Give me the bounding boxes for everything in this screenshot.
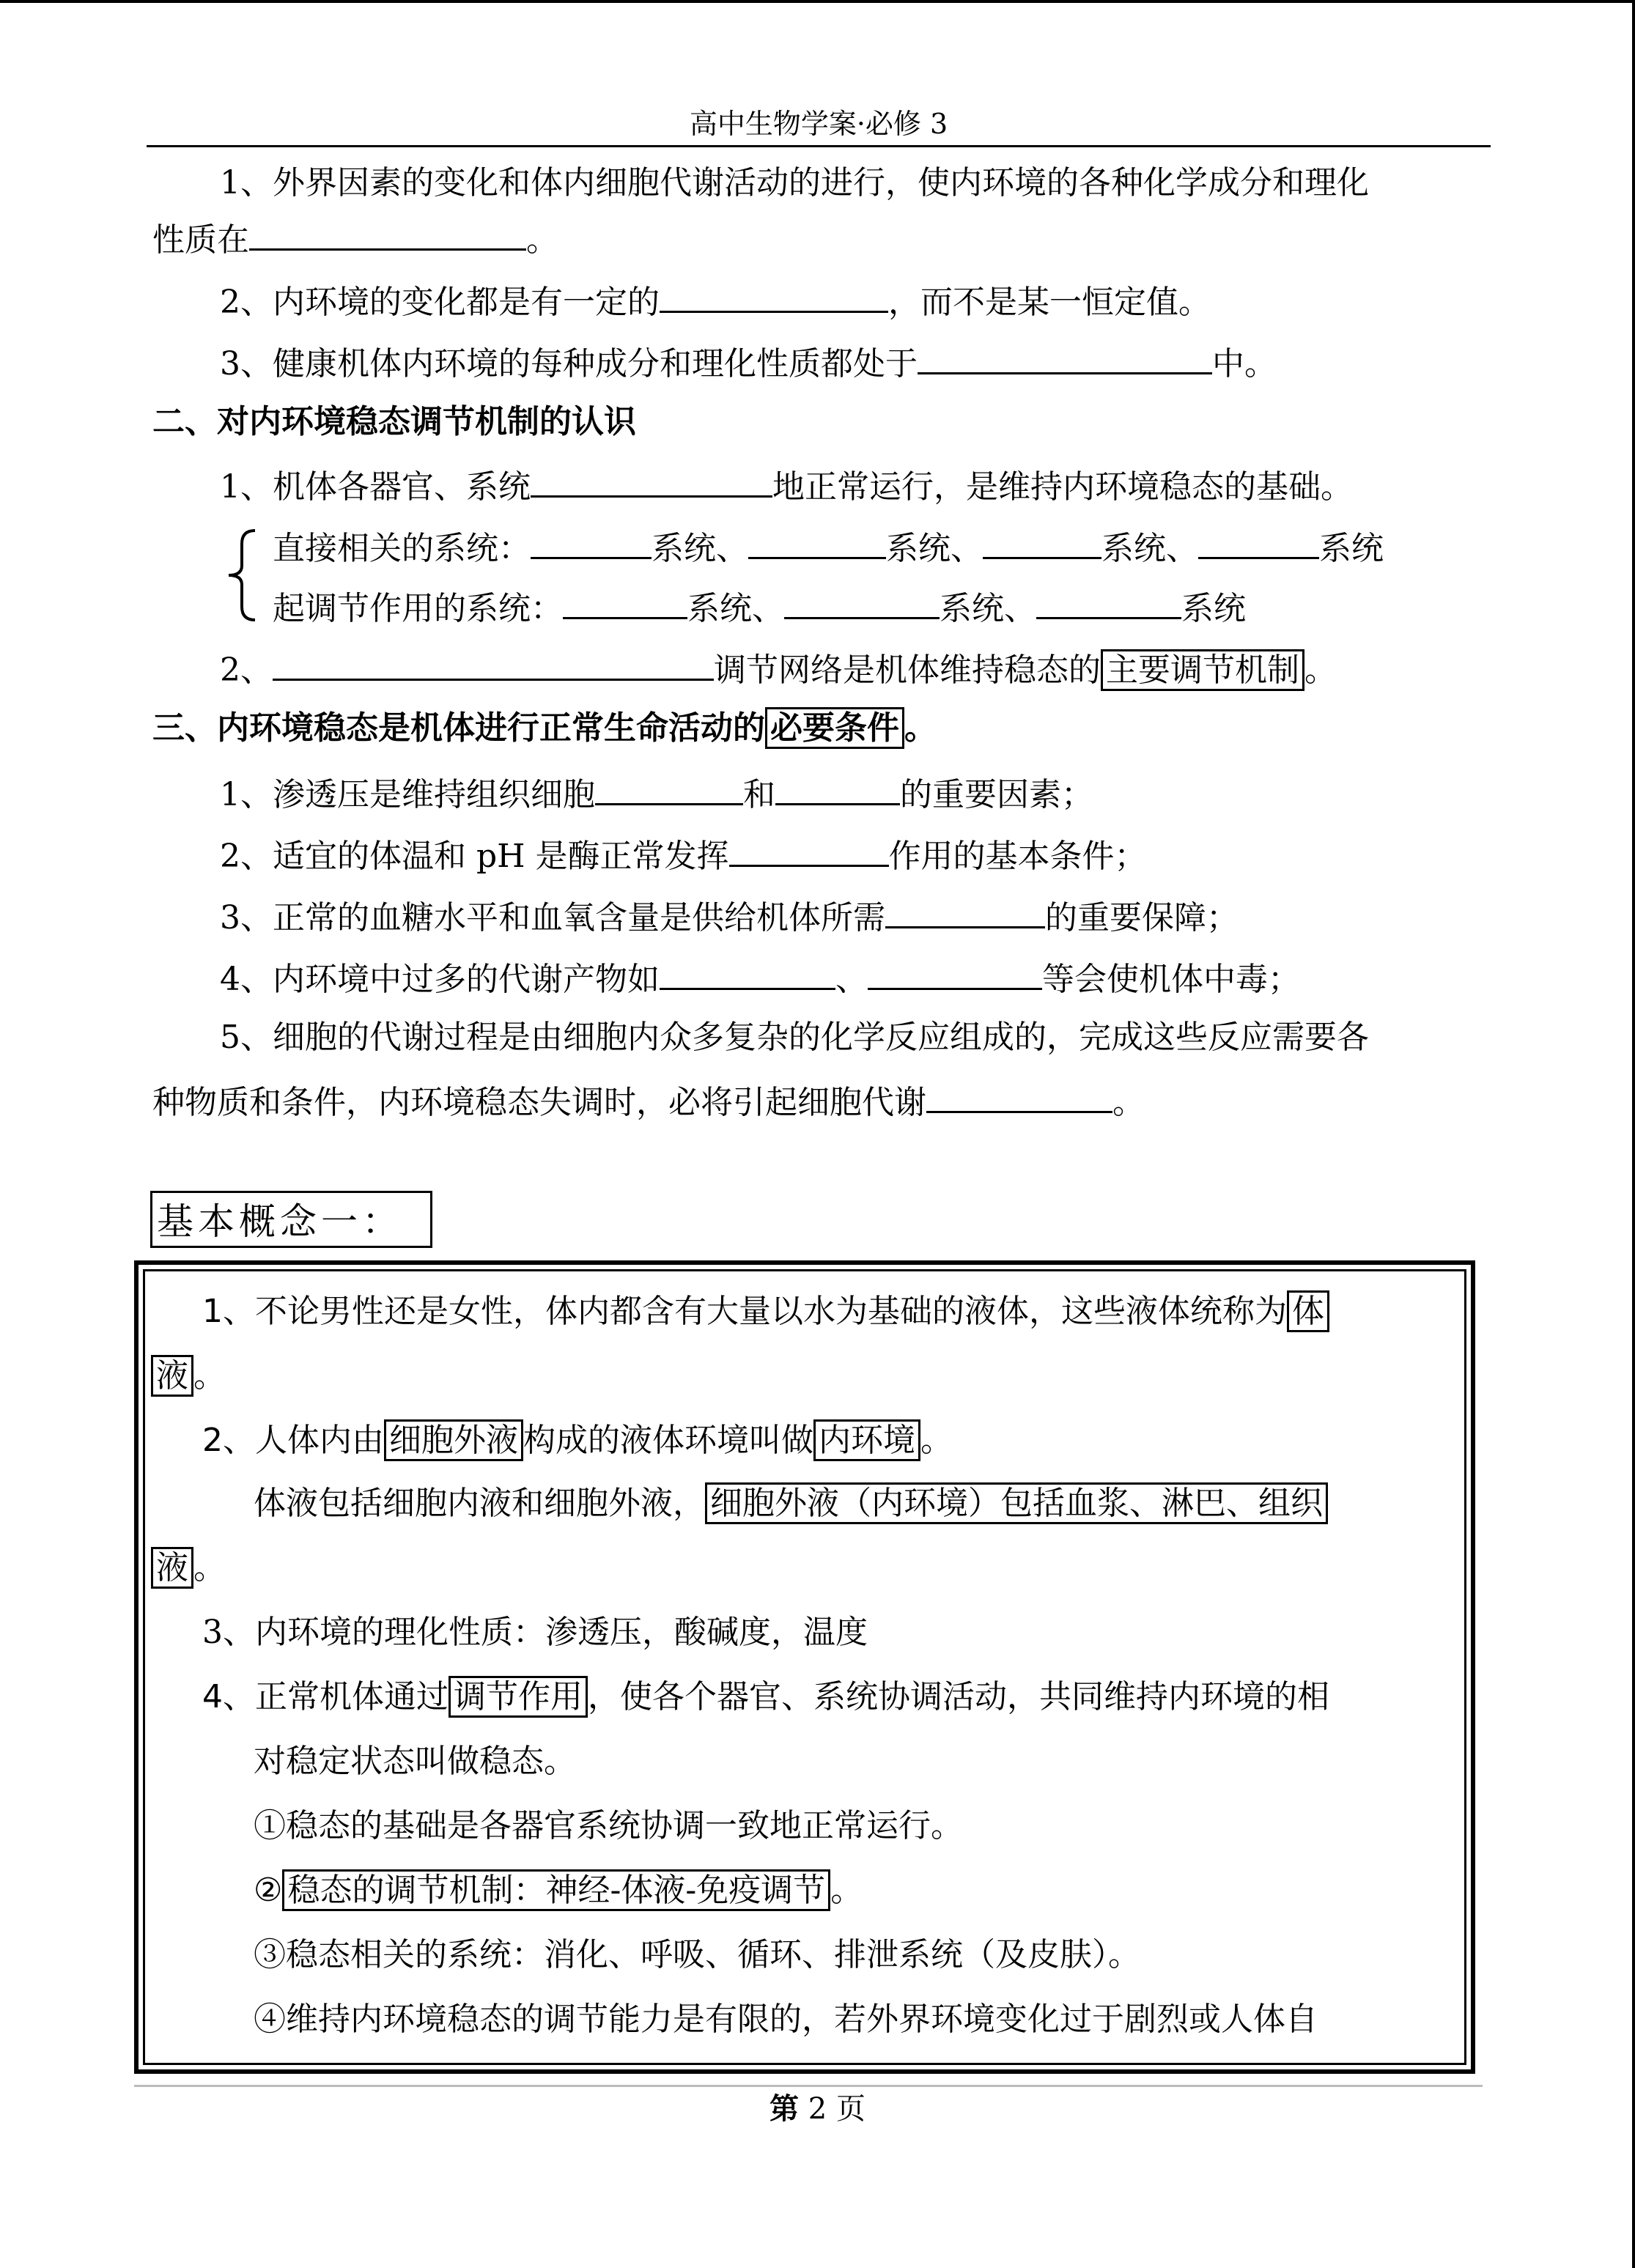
concept-p1-post: 。 <box>193 1357 226 1395</box>
concept-s2-post: 。 <box>830 1872 863 1909</box>
regulate-systems-label: 起调节作用的系统： <box>273 590 563 627</box>
s3-item4-line <box>220 954 1300 1002</box>
s1-item2-pre: 2、内环境的变化都是有一定的 <box>220 284 660 321</box>
fill-blank <box>926 1077 1112 1113</box>
concept-label <box>150 1191 432 1248</box>
s1-item3-post: 中。 <box>1212 345 1277 383</box>
s3-item5-pre: 种物质和条件，内环境稳态失调时，必将引起细胞代谢 <box>152 1084 926 1121</box>
fill-blank <box>563 583 687 619</box>
concept-label-text: 基本概念一： <box>157 1200 403 1243</box>
boxed-key-term: 必要条件 <box>765 707 904 749</box>
separator: 、 <box>752 590 784 627</box>
s1-item1-post: 。 <box>526 221 558 259</box>
fill-blank <box>729 831 889 867</box>
section2-heading <box>152 400 636 444</box>
concept-p5-line-a <box>202 1675 1329 1719</box>
fill-blank <box>660 954 835 990</box>
concept-s3-text: ③稳态相关的系统：消化、呼吸、循环、排泄系统（及皮肤）。 <box>254 1936 1140 1973</box>
s3-item5-line-b <box>152 1077 1145 1125</box>
s3-item5-line-a <box>220 1016 1369 1060</box>
separator: 、 <box>1004 590 1036 627</box>
concept-p2-mid: 构成的液体环境叫做 <box>523 1422 813 1459</box>
page-footer <box>0 2087 1635 2131</box>
boxed-key-term: 体 <box>1287 1290 1329 1332</box>
page-frame-right <box>1632 0 1635 2268</box>
concept-p3-line-b <box>151 1546 226 1590</box>
concept-p4-line <box>202 1611 868 1655</box>
fill-blank <box>868 954 1042 990</box>
fill-blank <box>1036 583 1181 619</box>
s3-item1-pre: 1、渗透压是维持组织细胞 <box>220 776 595 813</box>
s3-item2-pre: 2、适宜的体温和 pH 是酶正常发挥 <box>220 838 729 875</box>
s3-item5-post: 。 <box>1112 1084 1145 1121</box>
s2-direct-systems-line <box>273 523 1384 571</box>
s2-item1-post: 地正常运行，是维持内环境稳态的基础。 <box>772 468 1353 506</box>
fill-blank <box>595 769 743 805</box>
boxed-key-term: 主要调节机制 <box>1101 649 1304 691</box>
concept-s4-text: ④维持内环境稳态的调节能力是有限的，若外界环境变化过于剧烈或人体自 <box>254 2001 1318 2038</box>
section3-heading-post: 。 <box>904 709 937 747</box>
concept-p3-line-a <box>254 1482 1328 1526</box>
page-number: 2 <box>808 2092 827 2126</box>
concept-s1-text: ①稳态的基础是各器官系统协调一致地正常运行。 <box>254 1807 963 1844</box>
s3-item2-post: 作用的基本条件； <box>888 838 1147 875</box>
section3-heading-text: 三、内环境稳态是机体进行正常生命活动的 <box>152 709 765 747</box>
concept-p2-line <box>202 1419 953 1463</box>
s2-item2-line <box>220 645 1337 692</box>
fill-blank <box>775 769 900 805</box>
system-word: 系统 <box>1319 530 1384 567</box>
page-label-post: 页 <box>835 2092 866 2126</box>
s2-item2-pre: 2、 <box>220 651 273 689</box>
boxed-key-term: 稳态的调节机制：神经-体液-免疫调节 <box>282 1869 830 1911</box>
s3-item3-line <box>220 893 1239 940</box>
fill-blank <box>249 215 526 251</box>
concept-s4-line <box>254 1998 1318 2042</box>
system-word: 系统 <box>886 530 951 567</box>
s3-item3-pre: 3、正常的血糖水平和血氧含量是供给机体所需 <box>220 899 885 937</box>
s3-item1-post: 的重要因素； <box>900 776 1093 813</box>
page-frame-top <box>0 0 1635 3</box>
header-title: 高中生物学案·必修 3 <box>689 108 948 140</box>
s1-item1-line-b <box>152 215 558 262</box>
separator: 、 <box>716 530 748 567</box>
fill-blank <box>983 523 1101 559</box>
system-word: 系统 <box>687 590 752 627</box>
s3-item1-mid: 和 <box>743 776 775 813</box>
s2-item2-post: 。 <box>1304 651 1337 689</box>
boxed-key-term: 细胞外液（内环境）包括血浆、淋巴、组织 <box>705 1482 1328 1524</box>
concept-p3-pre: 体液包括细胞内液和细胞外液， <box>254 1485 705 1522</box>
concept-p5-text: 对稳定状态叫做稳态。 <box>254 1743 576 1780</box>
s3-item1-line <box>220 769 1093 817</box>
concept-s1-line <box>254 1804 963 1848</box>
concept-p1-line-a <box>202 1290 1329 1334</box>
concept-p4-text: 3、内环境的理化性质：渗透压，酸碱度，温度 <box>202 1614 868 1651</box>
s3-item3-post: 的重要保障； <box>1045 899 1239 937</box>
s3-item4-mid: 、 <box>835 961 868 998</box>
separator: 、 <box>1166 530 1198 567</box>
fill-blank <box>531 462 772 498</box>
concept-p3-post: 。 <box>193 1549 226 1587</box>
s2-item2-mid: 调节网络是机体维持稳态的 <box>714 651 1101 689</box>
s3-item4-pre: 4、内环境中过多的代谢产物如 <box>220 961 660 998</box>
curly-brace-icon <box>221 528 258 623</box>
concept-p5-post: ，使各个器官、系统协调活动，共同维持内环境的相 <box>588 1678 1329 1715</box>
page-header <box>147 103 1491 147</box>
boxed-key-term: 细胞外液 <box>384 1419 523 1461</box>
concept-p1-line-b <box>151 1354 226 1398</box>
s1-item2-post: ，而不是某一恒定值。 <box>888 284 1211 321</box>
system-word: 系统 <box>1101 530 1166 567</box>
s2-regulate-systems-line <box>273 583 1246 631</box>
s1-item1-line-a <box>220 161 1369 205</box>
system-word: 系统 <box>1181 590 1246 627</box>
fill-blank <box>1198 523 1319 559</box>
system-word: 系统 <box>940 590 1004 627</box>
s1-item3-line <box>220 339 1277 386</box>
fill-blank <box>531 523 652 559</box>
s3-item5-text: 5、细胞的代谢过程是由细胞内众多复杂的化学反应组成的，完成这些反应需要各 <box>220 1019 1369 1056</box>
system-word: 系统 <box>652 530 716 567</box>
concept-p1-text: 1、不论男性还是女性，体内都含有大量以水为基础的液体，这些液体统称为 <box>202 1293 1287 1330</box>
s3-item4-post: 等会使机体中毒； <box>1042 961 1300 998</box>
s1-item1-text: 1、外界因素的变化和体内细胞代谢活动的进行，使内环境的各种化学成分和理化 <box>220 164 1369 202</box>
concept-p5-line-b <box>254 1740 576 1784</box>
fill-blank <box>918 339 1212 374</box>
concept-p5-pre: 4、正常机体通过 <box>202 1678 449 1715</box>
page-label-pre: 第 <box>769 2092 800 2126</box>
s1-item2-line <box>220 277 1211 325</box>
s2-item1-line <box>220 462 1353 509</box>
concept-s3-line <box>254 1933 1140 1977</box>
boxed-key-term: 液 <box>151 1547 193 1589</box>
concept-p2-pre: 2、人体内由 <box>202 1422 384 1459</box>
s2-item1-pre: 1、机体各器官、系统 <box>220 468 531 506</box>
direct-systems-label: 直接相关的系统： <box>273 530 531 567</box>
fill-blank <box>748 523 886 559</box>
boxed-key-term: 调节作用 <box>449 1676 588 1718</box>
separator: 、 <box>951 530 983 567</box>
s1-item1-pre: 性质在 <box>152 221 249 259</box>
boxed-key-term: 液 <box>151 1355 193 1397</box>
fill-blank <box>273 645 714 681</box>
concept-s2-num: ② <box>254 1872 283 1909</box>
s1-item3-pre: 3、健康机体内环境的每种成分和理化性质都处于 <box>220 345 918 383</box>
concept-s2-line <box>254 1869 863 1913</box>
fill-blank <box>885 893 1045 928</box>
section2-heading-text: 二、对内环境稳态调节机制的认识 <box>152 403 636 440</box>
boxed-key-term: 内环境 <box>813 1419 920 1461</box>
s3-item2-line <box>220 831 1147 879</box>
section3-heading <box>152 706 937 750</box>
fill-blank <box>784 583 940 619</box>
fill-blank <box>660 277 888 313</box>
concept-p2-post: 。 <box>920 1422 953 1459</box>
